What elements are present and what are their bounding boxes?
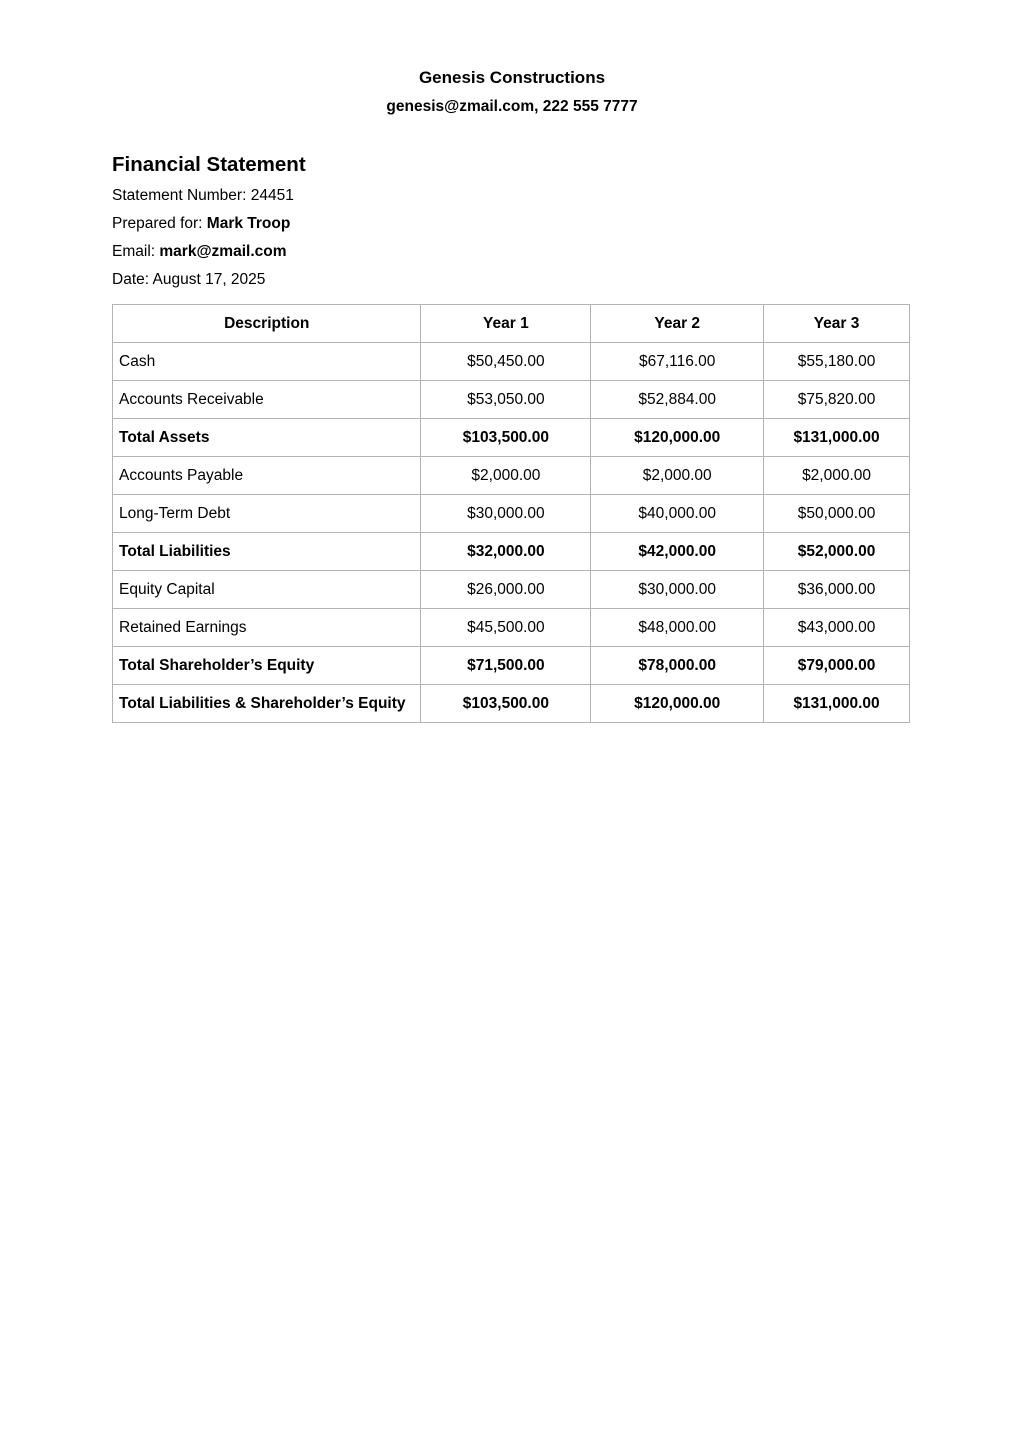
row-description: Cash [113, 343, 421, 381]
row-description: Total Liabilities & Shareholder’s Equity [113, 685, 421, 723]
statement-info [112, 151, 912, 294]
row-year-1: $50,450.00 [421, 343, 591, 381]
header-year-1: Year 1 [421, 305, 591, 343]
email-line [112, 238, 912, 266]
date-label: Date: [112, 271, 150, 288]
row-year-2: $120,000.00 [591, 419, 764, 457]
company-name: Genesis Constructions [418, 68, 606, 87]
table-total-row [113, 419, 910, 457]
row-year-2: $120,000.00 [591, 685, 764, 723]
date-value: August 17, 2025 [152, 271, 266, 288]
header-year-2: Year 2 [591, 305, 764, 343]
prepared-for-line [112, 210, 912, 238]
statement-number-label: Statement Number: [112, 187, 247, 204]
row-year-1: $30,000.00 [421, 495, 591, 533]
date-line [112, 266, 912, 294]
header-description: Description [113, 305, 421, 343]
table-row [113, 457, 910, 495]
row-year-3: $131,000.00 [764, 419, 910, 457]
row-year-3: $79,000.00 [764, 647, 910, 685]
table-row [113, 495, 910, 533]
row-year-1: $32,000.00 [421, 533, 591, 571]
email-value: mark@zmail.com [159, 243, 287, 260]
row-year-1: $2,000.00 [421, 457, 591, 495]
company-contact: genesis@zmail.com, 222 555 7777 [386, 98, 638, 115]
row-year-1: $103,500.00 [421, 685, 591, 723]
row-year-3: $75,820.00 [764, 381, 910, 419]
row-year-2: $48,000.00 [591, 609, 764, 647]
financial-table [112, 304, 910, 723]
prepared-for-label: Prepared for: [112, 215, 203, 232]
row-description: Total Assets [113, 419, 421, 457]
company-header [0, 66, 1024, 119]
row-description: Total Shareholder’s Equity [113, 647, 421, 685]
table-header-row [113, 305, 910, 343]
row-year-2: $52,884.00 [591, 381, 764, 419]
row-year-1: $71,500.00 [421, 647, 591, 685]
row-year-3: $50,000.00 [764, 495, 910, 533]
row-year-3: $2,000.00 [764, 457, 910, 495]
table-total-row [113, 685, 910, 723]
header-year-3: Year 3 [764, 305, 910, 343]
table-row [113, 571, 910, 609]
table-total-row [113, 533, 910, 571]
row-year-1: $53,050.00 [421, 381, 591, 419]
row-description: Long-Term Debt [113, 495, 421, 533]
row-description: Total Liabilities [113, 533, 421, 571]
row-year-1: $26,000.00 [421, 571, 591, 609]
row-year-3: $43,000.00 [764, 609, 910, 647]
row-year-3: $52,000.00 [764, 533, 910, 571]
row-year-2: $42,000.00 [591, 533, 764, 571]
row-description: Accounts Payable [113, 457, 421, 495]
email-label: Email: [112, 243, 156, 260]
row-year-2: $30,000.00 [591, 571, 764, 609]
prepared-for-value: Mark Troop [206, 215, 291, 232]
row-description: Equity Capital [113, 571, 421, 609]
row-year-3: $55,180.00 [764, 343, 910, 381]
statement-title: Financial Statement [112, 153, 306, 176]
statement-number-line [112, 182, 912, 210]
row-year-3: $131,000.00 [764, 685, 910, 723]
row-year-1: $103,500.00 [421, 419, 591, 457]
row-year-2: $2,000.00 [591, 457, 764, 495]
row-year-2: $67,116.00 [591, 343, 764, 381]
row-description: Retained Earnings [113, 609, 421, 647]
table-row [113, 609, 910, 647]
row-year-2: $78,000.00 [591, 647, 764, 685]
row-year-3: $36,000.00 [764, 571, 910, 609]
row-year-2: $40,000.00 [591, 495, 764, 533]
table-row [113, 381, 910, 419]
row-year-1: $45,500.00 [421, 609, 591, 647]
table-row [113, 343, 910, 381]
row-description: Accounts Receivable [113, 381, 421, 419]
statement-number-value: 24451 [250, 187, 294, 204]
table-total-row [113, 647, 910, 685]
